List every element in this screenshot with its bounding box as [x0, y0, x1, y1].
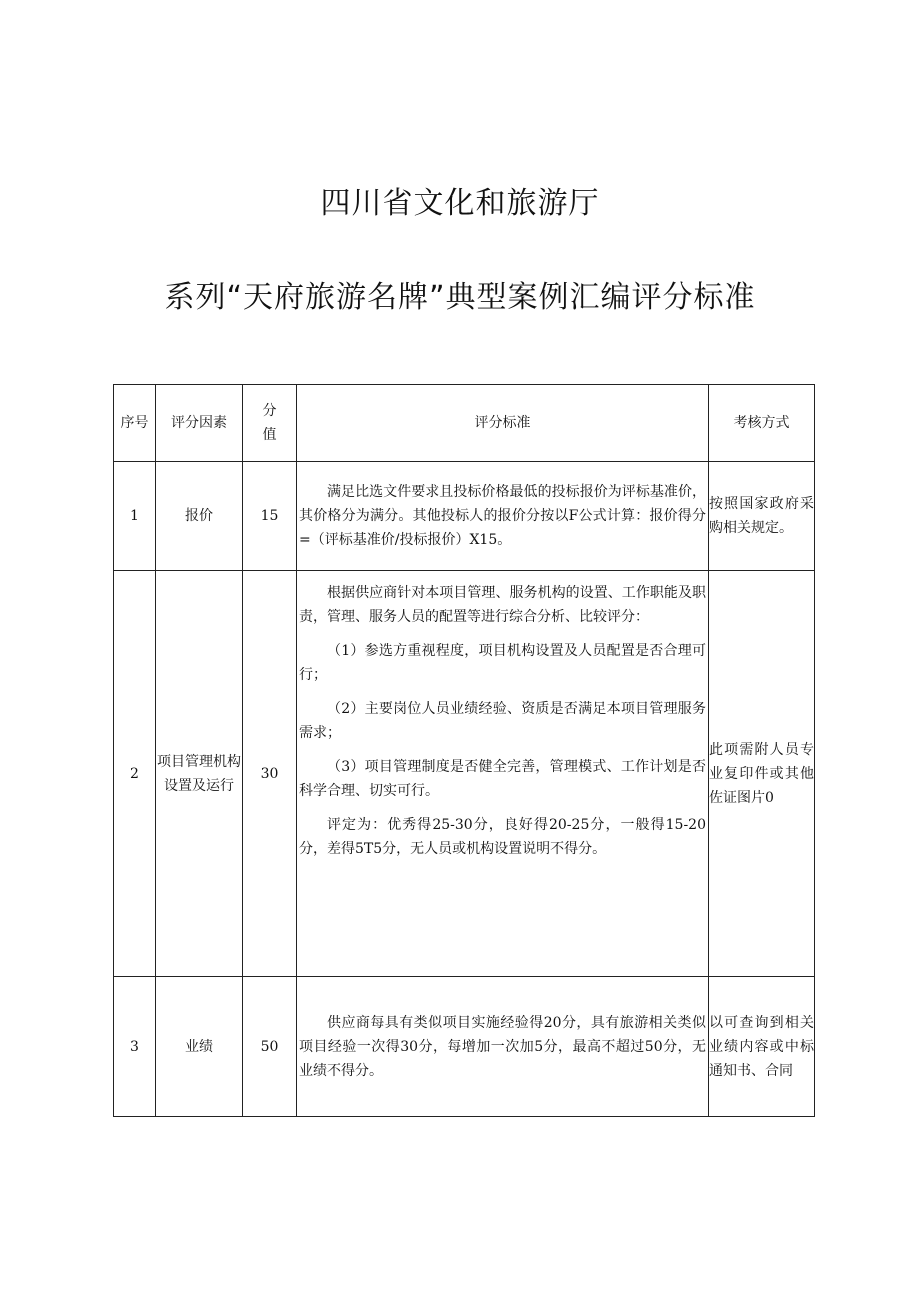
criteria-paragraph: （2）主要岗位人员业绩经验、资质是否满足本项目管理服务需求；: [299, 701, 706, 741]
page-title-line2: 系列“天府旅游名牌”典型案例汇编评分标准: [164, 280, 756, 315]
cell-method: 以可查询到相关业绩内容或中标通知书、合同: [709, 977, 815, 1117]
criteria-paragraph: 根据供应商针对本项目管理、服务机构的设置、工作职能及职责，管理、服务人员的配置等进行综合分析、比较评分：: [299, 585, 706, 625]
scoring-table: [113, 384, 815, 1117]
header-method: 考核方式: [709, 385, 815, 462]
cell-factor: 业绩: [156, 977, 243, 1117]
page-title-line1: 四川省文化和旅游厅: [320, 186, 600, 221]
cell-method: 此项需附人员专业复印件或其他佐证图片0: [709, 571, 815, 977]
header-criteria: 评分标准: [297, 385, 709, 462]
cell-factor: 项目管理机构设置及运行: [156, 571, 243, 977]
table-row: [114, 977, 815, 1117]
cell-criteria: [297, 571, 709, 977]
cell-factor: 报价: [156, 462, 243, 571]
cell-score: 50: [243, 977, 297, 1117]
header-score: [243, 385, 297, 462]
table-header-row: [114, 385, 815, 462]
header-factor: 评分因素: [156, 385, 243, 462]
cell-seq: 2: [114, 571, 156, 977]
cell-score: 30: [243, 571, 297, 977]
cell-method: 按照国家政府采购相关规定。: [709, 462, 815, 571]
cell-criteria: [297, 462, 709, 571]
cell-seq: 1: [114, 462, 156, 571]
criteria-paragraph: 满足比选文件要求且投标价格最低的投标报价为评标基准价，其价格分为满分。其他投标人的报价分按以F公式计算：报价得分=（评标基准价/投标报价）X15。: [299, 484, 706, 548]
cell-score: 15: [243, 462, 297, 571]
header-score-line2: 值: [262, 427, 277, 443]
criteria-paragraph: 评定为：优秀得25-30分，良好得20-25分，一般得15-20分，差得5T5分，无人员或机构设置说明不得分。: [299, 817, 706, 857]
cell-criteria: [297, 977, 709, 1117]
criteria-paragraph: （3）项目管理制度是否健全完善，管理模式、工作计划是否科学合理、切实可行。: [299, 759, 706, 799]
table-row: [114, 462, 815, 571]
criteria-paragraph: 供应商每具有类似项目实施经验得20分，具有旅游相关类似项目经验一次得30分，每增加一次加5分，最高不超过50分，无业绩不得分。: [299, 1014, 706, 1079]
table-row: [114, 571, 815, 977]
header-seq: 序号: [114, 385, 156, 462]
criteria-paragraph: （1）参选方重视程度，项目机构设置及人员配置是否合理可行；: [299, 643, 706, 683]
header-score-line1: 分: [262, 403, 277, 419]
cell-seq: 3: [114, 977, 156, 1117]
